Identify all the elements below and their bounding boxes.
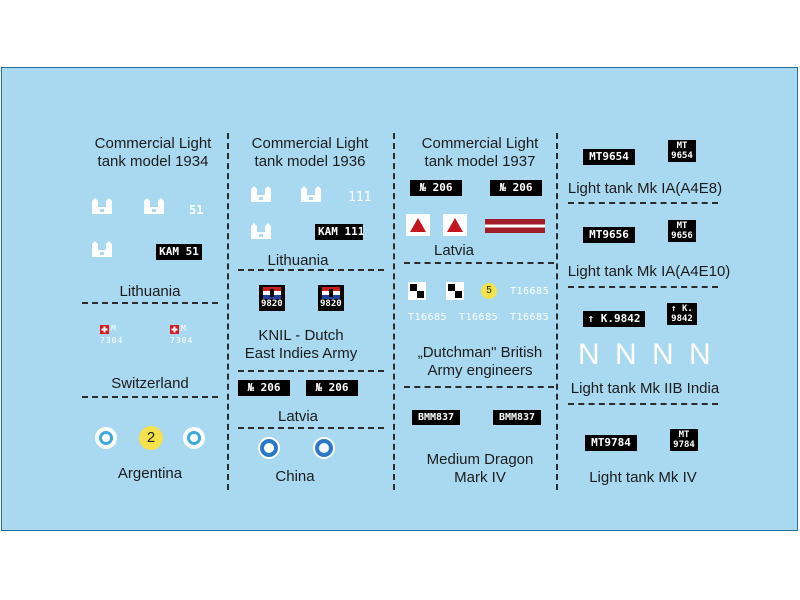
caption-china: China bbox=[275, 468, 315, 485]
registration-plate-stacked: MT 9784 bbox=[670, 429, 698, 451]
caption-argentina: Argentina bbox=[117, 465, 183, 482]
dutch-flag-icon bbox=[263, 287, 281, 299]
caption-latvia: Latvia bbox=[277, 408, 319, 425]
registration-plate: MT9656 bbox=[583, 227, 635, 243]
section-divider bbox=[568, 403, 718, 405]
columns-of-gediminas-icon bbox=[91, 197, 113, 215]
registration-number: T16685 bbox=[510, 286, 550, 297]
section-divider bbox=[82, 302, 218, 304]
caption-mk4: Light tank Mk IV bbox=[589, 469, 697, 486]
caption-commercial-1937: Commercial Light tank model 1937 bbox=[421, 135, 539, 170]
white-letter: N bbox=[652, 338, 674, 371]
registration-plate: BMM837 bbox=[493, 410, 541, 425]
registration-number: T16685 bbox=[459, 312, 499, 323]
registration-plate: № 206 bbox=[410, 180, 462, 196]
section-divider bbox=[568, 202, 718, 204]
registration-plate: MT9654 bbox=[583, 149, 635, 165]
caption-dragon: Medium Dragon Mark IV bbox=[426, 451, 534, 486]
registration-number: T16685 bbox=[408, 312, 448, 323]
lithuania-number: 111 bbox=[348, 190, 372, 205]
yellow-number-disc: 5 bbox=[481, 283, 497, 299]
caption-lithuania: Lithuania bbox=[267, 252, 329, 269]
knil-plate: 9820 bbox=[259, 285, 285, 311]
caption-dutchman: „Dutchman" British Army engineers bbox=[417, 344, 543, 379]
roundel-icon bbox=[183, 427, 205, 449]
section-divider bbox=[568, 286, 718, 288]
section-divider bbox=[404, 386, 554, 388]
registration-plate-stacked: MT 9656 bbox=[668, 220, 696, 242]
white-letter: N bbox=[615, 338, 637, 371]
caption-mk1a-a4e8: Light tank Mk IA(A4E8) bbox=[567, 180, 723, 197]
caption-mk2b-india: Light tank Mk IIB India bbox=[570, 380, 720, 397]
triangle-icon bbox=[443, 214, 467, 236]
latvian-flag-icon bbox=[485, 219, 545, 233]
triangle-icon bbox=[406, 214, 430, 236]
registration-plate-stacked: ↑ K. 9842 bbox=[667, 303, 697, 325]
registration-plate: KAM 51 bbox=[156, 244, 202, 260]
columns-of-gediminas-icon bbox=[91, 240, 113, 258]
knil-plate: 9820 bbox=[318, 285, 344, 311]
section-divider bbox=[238, 427, 384, 429]
registration-number: T16685 bbox=[510, 312, 550, 323]
registration-plate-stacked: MT 9654 bbox=[668, 140, 696, 162]
caption-commercial-1934: Commercial Light tank model 1934 bbox=[94, 135, 212, 170]
columns-of-gediminas-icon bbox=[143, 197, 165, 215]
lithuania-number: 51 bbox=[189, 203, 204, 217]
registration-plate: № 206 bbox=[238, 380, 290, 396]
columns-of-gediminas-icon bbox=[250, 222, 272, 240]
white-letter: N bbox=[578, 338, 600, 371]
caption-commercial-1936: Commercial Light tank model 1936 bbox=[251, 135, 369, 170]
columns-of-gediminas-icon bbox=[250, 185, 272, 203]
caption-lithuania: Lithuania bbox=[119, 283, 181, 300]
registration-plate: KAM 111 bbox=[315, 224, 363, 240]
columns-of-gediminas-icon bbox=[300, 185, 322, 203]
section-divider bbox=[238, 370, 384, 372]
caption-mk1a-a4e10: Light tank Mk IA(A4E10) bbox=[567, 263, 731, 280]
roundel-icon bbox=[95, 427, 117, 449]
checker-square-icon bbox=[408, 282, 426, 300]
section-divider bbox=[404, 262, 554, 264]
column-divider bbox=[227, 133, 229, 490]
caption-latvia: Latvia bbox=[433, 242, 475, 259]
caption-knil: KNIL - Dutch East Indies Army bbox=[244, 327, 358, 362]
registration-plate: MT9784 bbox=[585, 435, 637, 451]
swiss-cross-icon bbox=[170, 325, 179, 334]
section-divider bbox=[82, 396, 218, 398]
dutch-flag-icon bbox=[322, 287, 340, 299]
caption-switzerland: Switzerland bbox=[111, 375, 189, 392]
white-sun-icon bbox=[258, 437, 280, 459]
column-divider bbox=[393, 133, 395, 490]
column-divider bbox=[556, 133, 558, 490]
checker-square-icon bbox=[446, 282, 464, 300]
registration-plate: № 206 bbox=[490, 180, 542, 196]
registration-plate: ↑ K.9842 bbox=[583, 311, 645, 327]
yellow-number-disc: 2 bbox=[139, 426, 163, 450]
registration-plate: BMM837 bbox=[412, 410, 460, 425]
registration-plate: № 206 bbox=[306, 380, 358, 396]
white-letter: N bbox=[689, 338, 711, 371]
swiss-cross-icon bbox=[100, 325, 109, 334]
white-sun-icon bbox=[313, 437, 335, 459]
